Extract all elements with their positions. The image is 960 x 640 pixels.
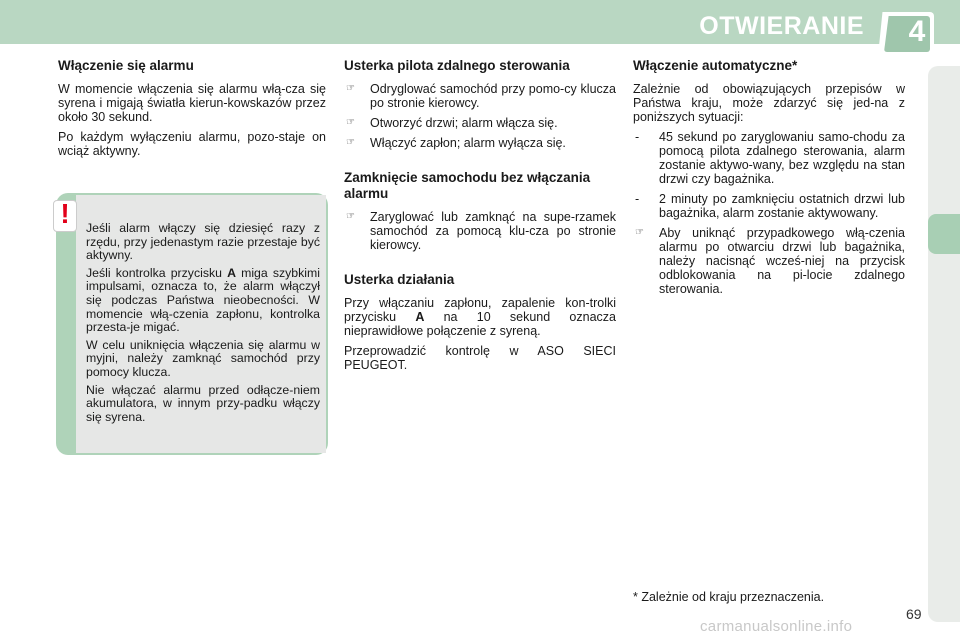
list-item-text: Odryglować samochód przy pomo-cy klucza po stronie kierowcy. <box>370 82 616 110</box>
list-item <box>344 210 616 252</box>
button-letter: A <box>415 310 425 324</box>
list-item-text: Zaryglować lub zamknąć na supe-rzamek samochód za pomocą klu-cza po stronie kierowcy. <box>370 210 616 252</box>
warning-paragraph: W celu uniknięcia włączenia się alarmu w myjni, należy zamknąć samochód przy pomocy klucza. <box>86 337 320 379</box>
side-tab-active[interactable] <box>928 214 960 254</box>
paragraph: Przeprowadzić kontrolę w ASO SIECI PEUGEOT. <box>344 344 616 372</box>
warning-paragraph <box>86 267 320 335</box>
hand-pointer-icon: ☞ <box>346 211 355 222</box>
text: Przy włączaniu zapłonu, zapalenie kon-trolki przycisku <box>344 296 616 324</box>
paragraph: Po każdym wyłączeniu alarmu, pozo-staje on wciąż aktywny. <box>58 130 326 158</box>
chapter-title: OTWIERANIE <box>699 12 864 40</box>
section-heading-malfunction: Usterka działania <box>344 272 455 287</box>
list <box>344 210 616 252</box>
section-heading-remote-fault: Usterka pilota zdalnego sterowania <box>344 58 570 73</box>
list-item <box>633 226 905 296</box>
list-item <box>633 130 905 186</box>
text: na 10 sekund oznacza nieprawidłowe połączenie z syreną. <box>344 310 616 338</box>
paragraph: W momencie włączenia się alarmu włą-cza się syrena i migają światła kierun-kowskazów przez około 30 sekund. <box>58 82 326 124</box>
list <box>633 130 905 296</box>
warning-paragraph: Jeśli alarm włączy się dziesięć razy z rzędu, przy jedenastym razie przestaje być aktywny. <box>86 221 320 263</box>
hand-pointer-icon: ☞ <box>635 227 644 238</box>
column-3 <box>633 58 905 304</box>
warning-paragraph: Nie włączać alarmu przed odłącze-niem akumulatora, w innym przy-padku włączy się syrena. <box>86 382 320 424</box>
button-letter: A <box>227 265 236 280</box>
section-heading-auto-activation: Włączenie automatyczne* <box>633 58 798 73</box>
chapter-number: 4 <box>908 15 926 48</box>
warning-text <box>86 222 320 428</box>
dash-marker: - <box>635 192 640 206</box>
paragraph <box>344 296 616 338</box>
hand-pointer-icon: ☞ <box>346 117 355 128</box>
list-item-text: 2 minuty po zamknięciu ostatnich drzwi lub bagażnika, alarm zostanie aktywowany. <box>659 192 905 220</box>
text: Jeśli kontrolka przycisku <box>86 265 228 280</box>
list-item-text: Włączyć zapłon; alarm wyłącza się. <box>370 136 566 150</box>
list-item <box>344 136 616 150</box>
dash-marker: - <box>635 130 640 144</box>
column-2 <box>344 58 616 378</box>
list-item-text: Otworzyć drzwi; alarm włącza się. <box>370 116 558 130</box>
side-tab-strip <box>928 66 960 622</box>
section-heading-alarm-trigger: Włączenie się alarmu <box>58 58 194 73</box>
list-item-text: Aby uniknąć przypadkowego włą-czenia alarmu po otwarciu drzwi lub bagażnika, należy nacisnąć wcześ-niej na przycisk odblokowania na pi-locie zdalnego sterowania. <box>659 226 905 296</box>
page-number: 69 <box>906 606 922 622</box>
section-heading-lock-without-alarm: Zamknięcie samochodu bez włączania alarmu <box>344 170 591 201</box>
hand-pointer-icon: ☞ <box>346 137 355 148</box>
list-item-text: 45 sekund po zaryglowaniu samo-chodu za pomocą pilota zdalnego sterowania, alarm zostanie aktywo-wany, bez względu na stan drzwi czy bagażnika. <box>659 130 905 186</box>
column-1 <box>58 58 326 164</box>
watermark: carmanualsonline.info <box>700 618 853 635</box>
footnote: * Zależnie od kraju przeznaczenia. <box>633 590 825 604</box>
text: miga szybkimi impulsami, oznacza to, że alarm włączył się podczas Państwa nieobecności. W momencie włą-czenia zapłonu, kontrolka przesta-je migać. <box>86 265 320 335</box>
paragraph: Zależnie od obowiązujących przepisów w Państwa kraju, może zdarzyć się jed-na z poniższych sytuacji: <box>633 82 905 124</box>
list <box>344 82 616 150</box>
list-item <box>633 192 905 220</box>
hand-pointer-icon: ☞ <box>346 83 355 94</box>
list-item <box>344 82 616 110</box>
list-item <box>344 116 616 130</box>
exclamation-icon: ! <box>60 198 70 229</box>
